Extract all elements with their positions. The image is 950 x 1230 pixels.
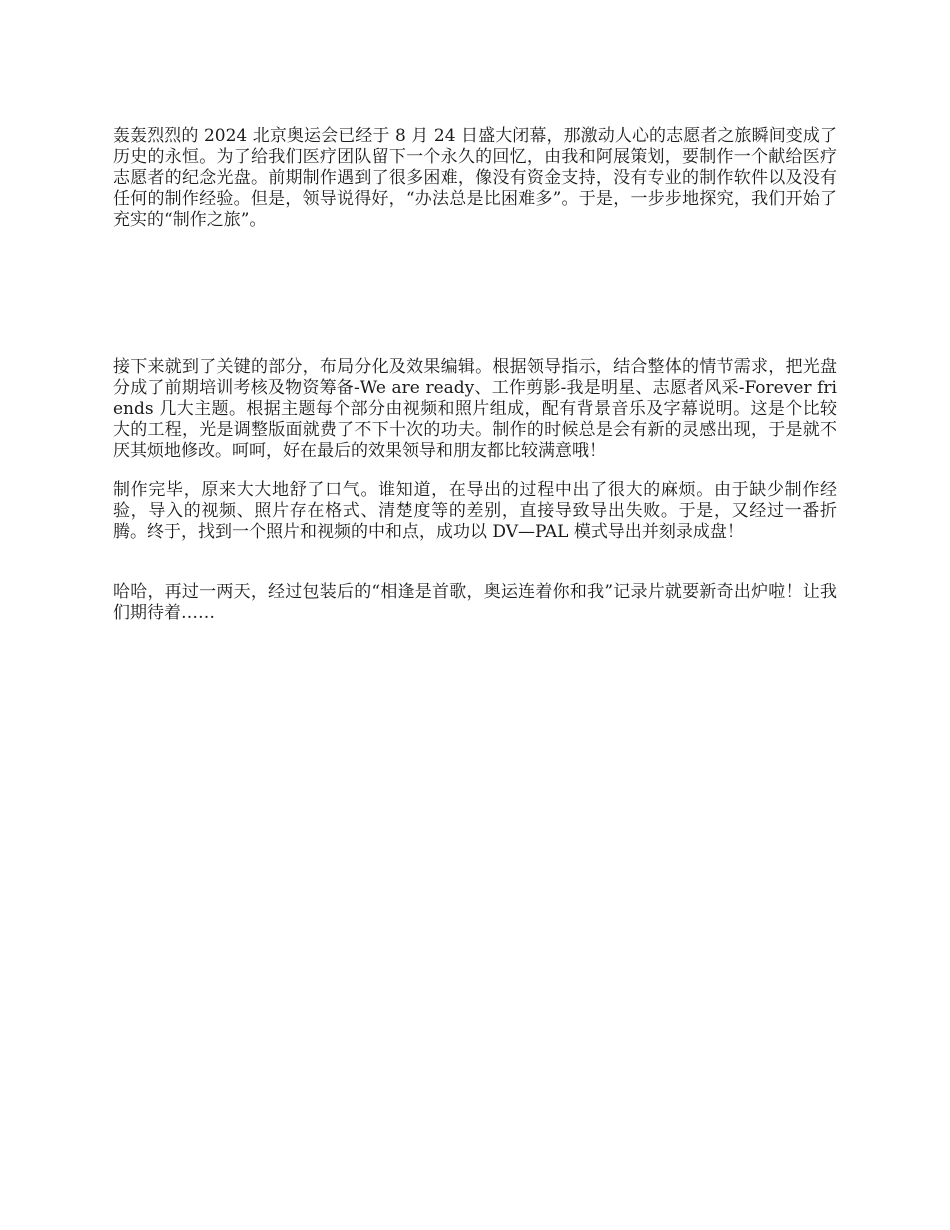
paragraph-1: 轰轰烈烈的 2024 北京奥运会已经于 8 月 24 日盛大闭幕，那激动人心的志愿者之旅瞬间变成了历史的永恒。为了给我们医疗团队留下一个永久的回忆，由我和阿展策划，要制作一个献给医疗志愿者的纪念光盘。前期制作遇到了很多困难，像没有资金支持，没有专业的制作软件以及没有任何的制作经验。但是，领导说得好，“办法总是比困难多”。于是，一步步地探究，我们开始了充实的“制作之旅”。 — [113, 126, 837, 230]
paragraph-3: 制作完毕，原来大大地舒了口气。谁知道，在导出的过程中出了很大的麻烦。由于缺少制作经验，导入的视频、照片存在格式、清楚度等的差别，直接导致导出失败。于是，又经过一番折腾。终于，找到一个照片和视频的中和点，成功以 DV—PAL 模式导出并刻录成盘！ — [113, 480, 837, 542]
paragraph-4: 哈哈，再过一两天，经过包装后的“相逢是首歌，奥运连着你和我”记录片就要新奇出炉啦！让我们期待着…… — [113, 582, 837, 623]
paragraph-2: 接下来就到了关键的部分，布局分化及效果编辑。根据领导指示，结合整体的情节需求，把光盘分成了前期培训考核及物资筹备-We are ready、工作剪影-我是明星、志愿者风采-Forever friends 几大主题。根据主题每个部分由视频和照片组成，配有背景音乐及字幕说明。这是个比较大的工程，光是调整版面就费了不下十次的功夫。制作的时候总是会有新的灵感出现，于是就不厌其烦地修改。呵呵，好在最后的效果领导和朋友都比较满意哦！ — [113, 357, 837, 461]
